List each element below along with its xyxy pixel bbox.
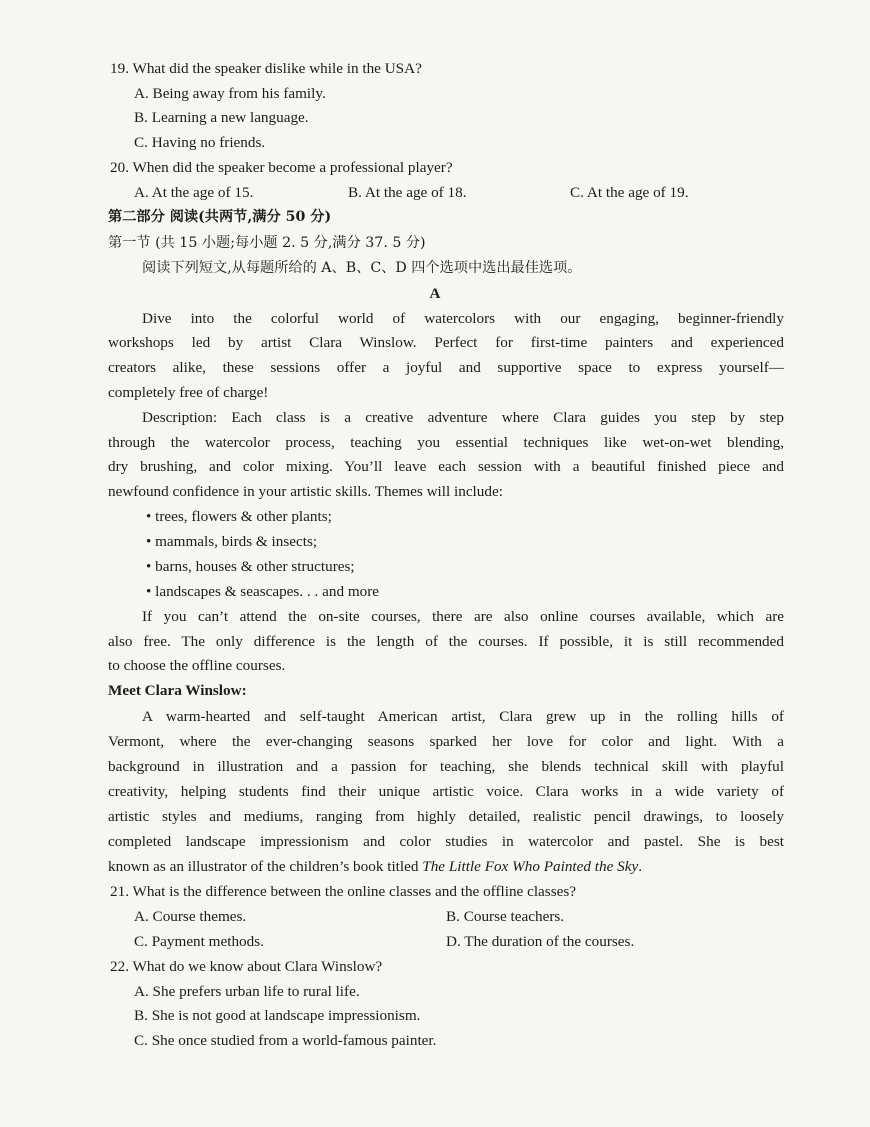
passage-line: workshops led by artist Clara Winslow. Perfect for first-time painters and experienced: [108, 334, 784, 351]
passage-line: completely free of charge!: [108, 384, 269, 401]
passage-last-line: [108, 858, 784, 876]
passage-line-suffix: .: [638, 858, 642, 875]
passage-line: through the watercolor process, teaching you essential techniques like wet-on-wet blending,: [108, 434, 784, 451]
q22-option-b: B. She is not good at landscape impressionism.: [134, 1007, 421, 1024]
passage-line: dry brushing, and color mixing. You’ll leave each session with a beautiful finished piece and: [108, 458, 784, 475]
q20-stem: 20. When did the speaker become a professional player?: [110, 159, 453, 176]
q19-option-b: B. Learning a new language.: [134, 109, 309, 126]
meet-heading: Meet Clara Winslow:: [108, 682, 247, 699]
q19-stem: 19. What did the speaker dislike while in the USA?: [110, 60, 422, 77]
theme-bullet: • landscapes & seascapes. . . and more: [146, 583, 380, 600]
passage-line: completed landscape impressionism and color studies in watercolor and pastel. She is best: [108, 833, 784, 850]
passage-line: background in illustration and a passion for teaching, she blends technical skill with playful: [108, 758, 784, 775]
passage-line: Description: Each class is a creative adventure where Clara guides you step by step: [142, 409, 784, 426]
book-title: The Little Fox Who Painted the Sky: [422, 858, 639, 875]
q20-option-b: B. At the age of 18.: [348, 184, 467, 201]
q21-option-b: B. Course teachers.: [446, 908, 565, 925]
q21-option-c: C. Payment methods.: [134, 933, 264, 950]
q22-stem: 22. What do we know about Clara Winslow?: [110, 958, 383, 975]
passage-line: also free. The only difference is the length of the courses. If possible, it is still recommended: [108, 633, 784, 650]
part-heading: 第二部分 阅读(共两节,满分 50 分): [108, 209, 332, 225]
q22-option-c: C. She once studied from a world-famous painter.: [134, 1032, 437, 1049]
passage-line-prefix: known as an illustrator of the children’s book titled: [108, 858, 423, 875]
sub-heading: 第一节 (共 15 小题;每小题 2. 5 分,满分 37. 5 分): [108, 235, 426, 251]
theme-bullet: • barns, houses & other structures;: [146, 558, 355, 575]
q22-option-a: A. She prefers urban life to rural life.: [134, 983, 360, 1000]
passage-line: artistic styles and mediums, ranging from highly detailed, realistic pencil drawings, to loosely: [108, 808, 784, 825]
q21-option-a: A. Course themes.: [134, 908, 247, 925]
instruction: 阅读下列短文,从每题所给的 A、B、C、D 四个选项中选出最佳选项。: [142, 260, 582, 276]
q20-option-a: A. At the age of 15.: [134, 184, 254, 201]
passage-line: Dive into the colorful world of watercolors with our engaging, beginner-friendly: [142, 310, 784, 327]
q21-option-d: D. The duration of the courses.: [446, 933, 635, 950]
theme-bullet: • trees, flowers & other plants;: [146, 508, 332, 525]
passage-line: A warm-hearted and self-taught American artist, Clara grew up in the rolling hills of: [142, 708, 784, 725]
passage-line: creativity, helping students find their unique artistic voice. Clara works in a wide variety of: [108, 783, 784, 800]
q19-option-a: A. Being away from his family.: [134, 85, 326, 102]
passage-line: Vermont, where the ever-changing seasons sparked her love for color and light. With a: [108, 733, 784, 750]
q19-option-c: C. Having no friends.: [134, 134, 266, 151]
passage-line: newfound confidence in your artistic skills. Themes will include:: [108, 483, 503, 500]
passage-line: to choose the offline courses.: [108, 657, 286, 674]
passage-label: A: [429, 285, 441, 302]
q21-stem: 21. What is the difference between the online classes and the offline classes?: [110, 883, 577, 900]
q20-option-c: C. At the age of 19.: [570, 184, 689, 201]
passage-line: creators alike, these sessions offer a joyful and supportive space to express yourself—: [108, 359, 784, 376]
passage-line: If you can’t attend the on-site courses, there are also online courses available, which are: [142, 608, 784, 625]
theme-bullet: • mammals, birds & insects;: [146, 533, 318, 550]
